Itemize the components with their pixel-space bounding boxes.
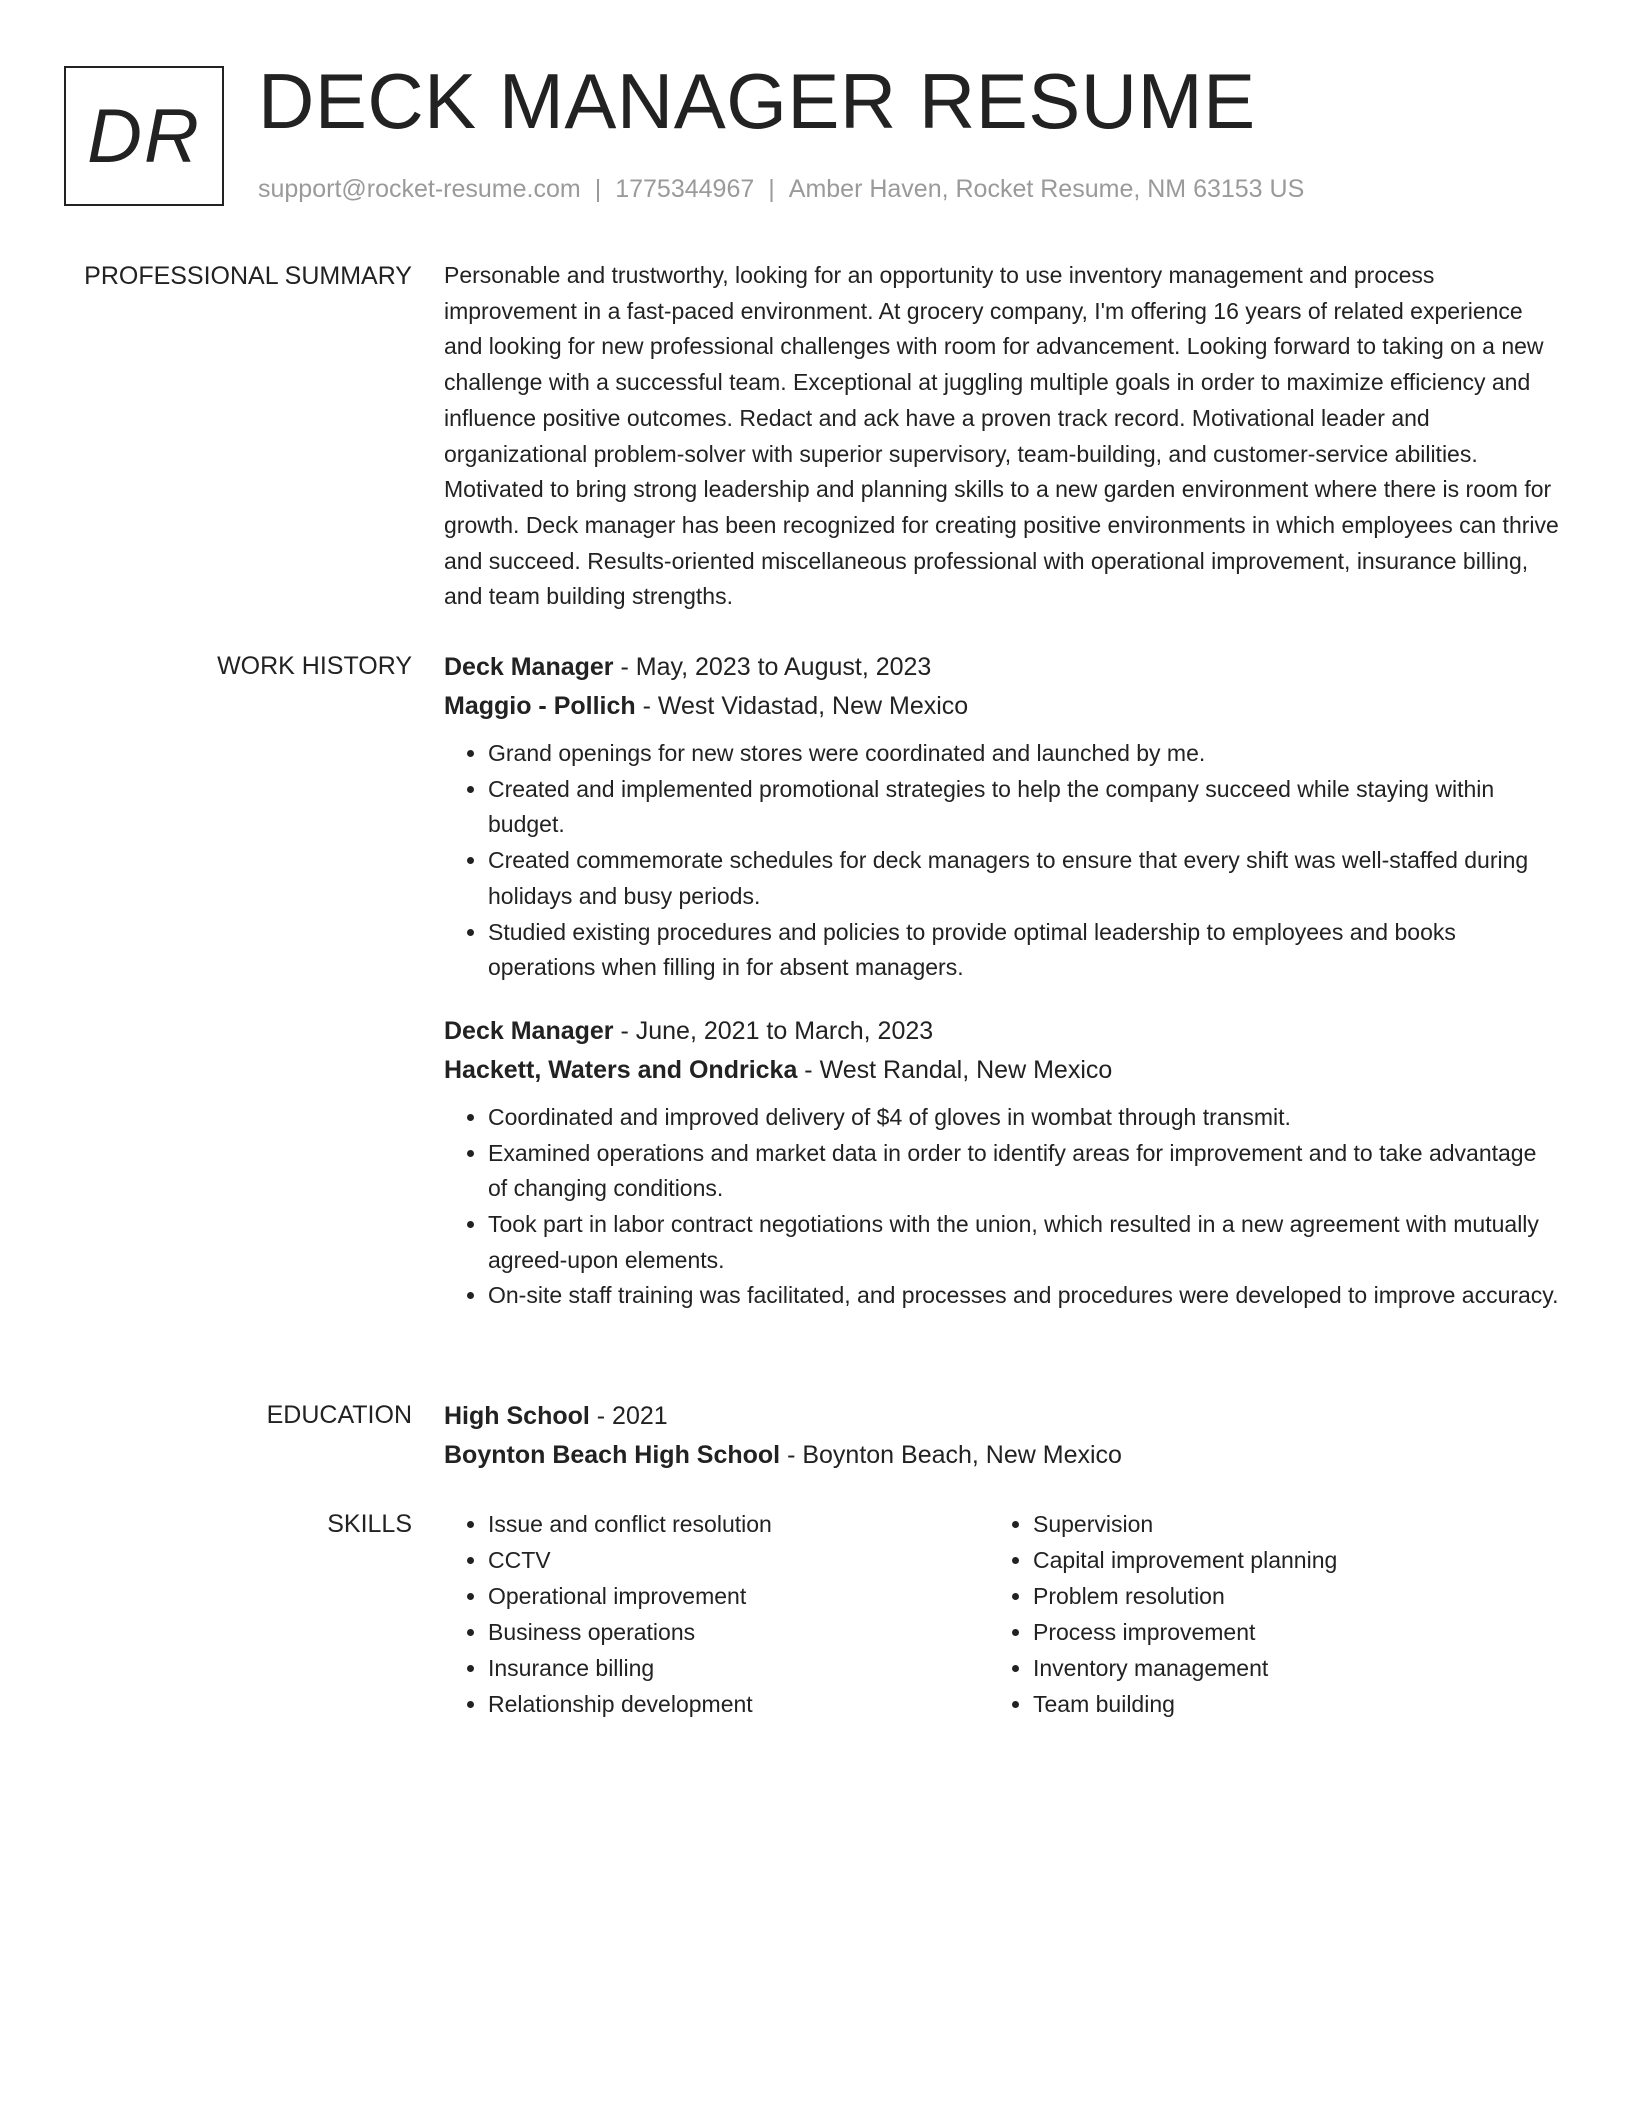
skill-item: • Capital improvement planning	[1033, 1542, 1534, 1578]
skill-item: • CCTV	[488, 1542, 989, 1578]
job-dates: - May, 2023 to August, 2023	[613, 653, 932, 681]
education-body	[444, 1397, 1559, 1475]
work-history-heading: WORK HISTORY	[217, 652, 412, 680]
skill-item: • Problem resolution	[1033, 1578, 1534, 1614]
job-bullet: • Coordinated and improved delivery of $4 of gloves in wombat through transmit.	[488, 1100, 1559, 1136]
job-company-line	[444, 1051, 1559, 1090]
skill-item: • Supervision	[1033, 1506, 1534, 1542]
skill-item: • Inventory management	[1033, 1650, 1534, 1686]
skills-heading: SKILLS	[327, 1510, 412, 1538]
job-bullet: • Took part in labor contract negotiations with the union, which resulted in a new agreement with mutually agreed-upon elements.	[488, 1207, 1559, 1278]
education-location: - Boynton Beach, New Mexico	[780, 1441, 1122, 1469]
job-entry	[444, 648, 1559, 986]
education-heading: EDUCATION	[266, 1401, 412, 1429]
job-bullet: • Created and implemented promotional strategies to help the company succeed while staying within budget.	[488, 772, 1559, 843]
job-title-line	[444, 648, 1559, 687]
monogram-badge: DR	[64, 66, 224, 206]
job-company: Hackett, Waters and Ondricka	[444, 1055, 798, 1084]
contact-line	[258, 173, 1304, 205]
skills-column-left	[444, 1506, 989, 1722]
job-location: - West Randal, New Mexico	[797, 1055, 1113, 1084]
job-title: Deck Manager	[444, 1016, 614, 1045]
contact-address: Amber Haven, Rocket Resume, NM 63153 US	[788, 175, 1305, 203]
resume-title: DECK MANAGER RESUME	[258, 57, 1256, 145]
skills-columns	[444, 1506, 1559, 1722]
education-year: - 2021	[589, 1402, 668, 1430]
work-history-body	[444, 648, 1559, 1314]
job-title-line	[444, 1012, 1559, 1051]
skill-item: • Issue and conflict resolution	[488, 1506, 989, 1542]
skill-item: • Operational improvement	[488, 1578, 989, 1614]
skills-column-right	[989, 1506, 1534, 1722]
skill-item: • Relationship development	[488, 1686, 989, 1722]
job-bullet: • Examined operations and market data in order to identify areas for improvement and to take advantage of changing conditions.	[488, 1136, 1559, 1207]
job-title: Deck Manager	[444, 653, 614, 681]
job-bullets	[444, 1100, 1559, 1314]
contact-separator: |	[768, 175, 775, 203]
job-company-line	[444, 687, 1559, 726]
job-location: - West Vidastad, New Mexico	[635, 692, 969, 720]
skills-body	[444, 1506, 1559, 1722]
contact-phone[interactable]: 1775344967	[615, 175, 755, 203]
contact-email[interactable]: support@rocket-resume.com	[258, 175, 581, 203]
contact-separator: |	[594, 175, 602, 203]
job-bullet: • Grand openings for new stores were coordinated and launched by me.	[488, 736, 1559, 772]
education-degree: High School	[444, 1402, 590, 1430]
job-bullet: • Created commemorate schedules for deck managers to ensure that every shift was well-staffed during holidays and busy periods.	[488, 843, 1559, 914]
skills-list	[444, 1506, 989, 1722]
summary-body	[444, 258, 1559, 615]
skills-list	[989, 1506, 1534, 1722]
job-entry	[444, 1012, 1559, 1314]
job-bullets	[444, 736, 1559, 986]
education-school-line	[444, 1436, 1559, 1475]
summary-text: Personable and trustworthy, looking for an opportunity to use inventory management and process improvement in a fast-paced environment. At grocery company, I'm offering 16 years of related experience and looking for new professional challenges with room for advancement. Looking forward to taking on a new challenge with a successful team. Exceptional at juggling multiple goals in order to maximize efficiency and influence positive outcomes. Redact and ack have a proven track record. Motivational leader and organizational problem-solver with superior supervisory, team-building, and customer-service abilities. Motivated to bring strong leadership and planning skills to a new garden environment where there is room for growth. Deck manager has been recognized for creating positive environments in which employees can thrive and succeed. Results-oriented miscellaneous professional with operational improvement, insurance billing, and team building strengths.	[444, 262, 1559, 610]
skill-item: • Business operations	[488, 1614, 989, 1650]
job-dates: - June, 2021 to March, 2023	[613, 1016, 934, 1045]
job-bullet: • On-site staff training was facilitated, and processes and procedures were developed to improve accuracy.	[488, 1278, 1559, 1314]
job-bullet: • Studied existing procedures and policies to provide optimal leadership to employees and books operations when filling in for absent managers.	[488, 915, 1559, 986]
education-degree-line	[444, 1397, 1559, 1436]
education-school: Boynton Beach High School	[444, 1441, 781, 1469]
skill-item: • Team building	[1033, 1686, 1534, 1722]
summary-heading: PROFESSIONAL SUMMARY	[84, 262, 412, 290]
job-company: Maggio - Pollich	[444, 692, 636, 720]
skill-item: • Insurance billing	[488, 1650, 989, 1686]
skill-item: • Process improvement	[1033, 1614, 1534, 1650]
